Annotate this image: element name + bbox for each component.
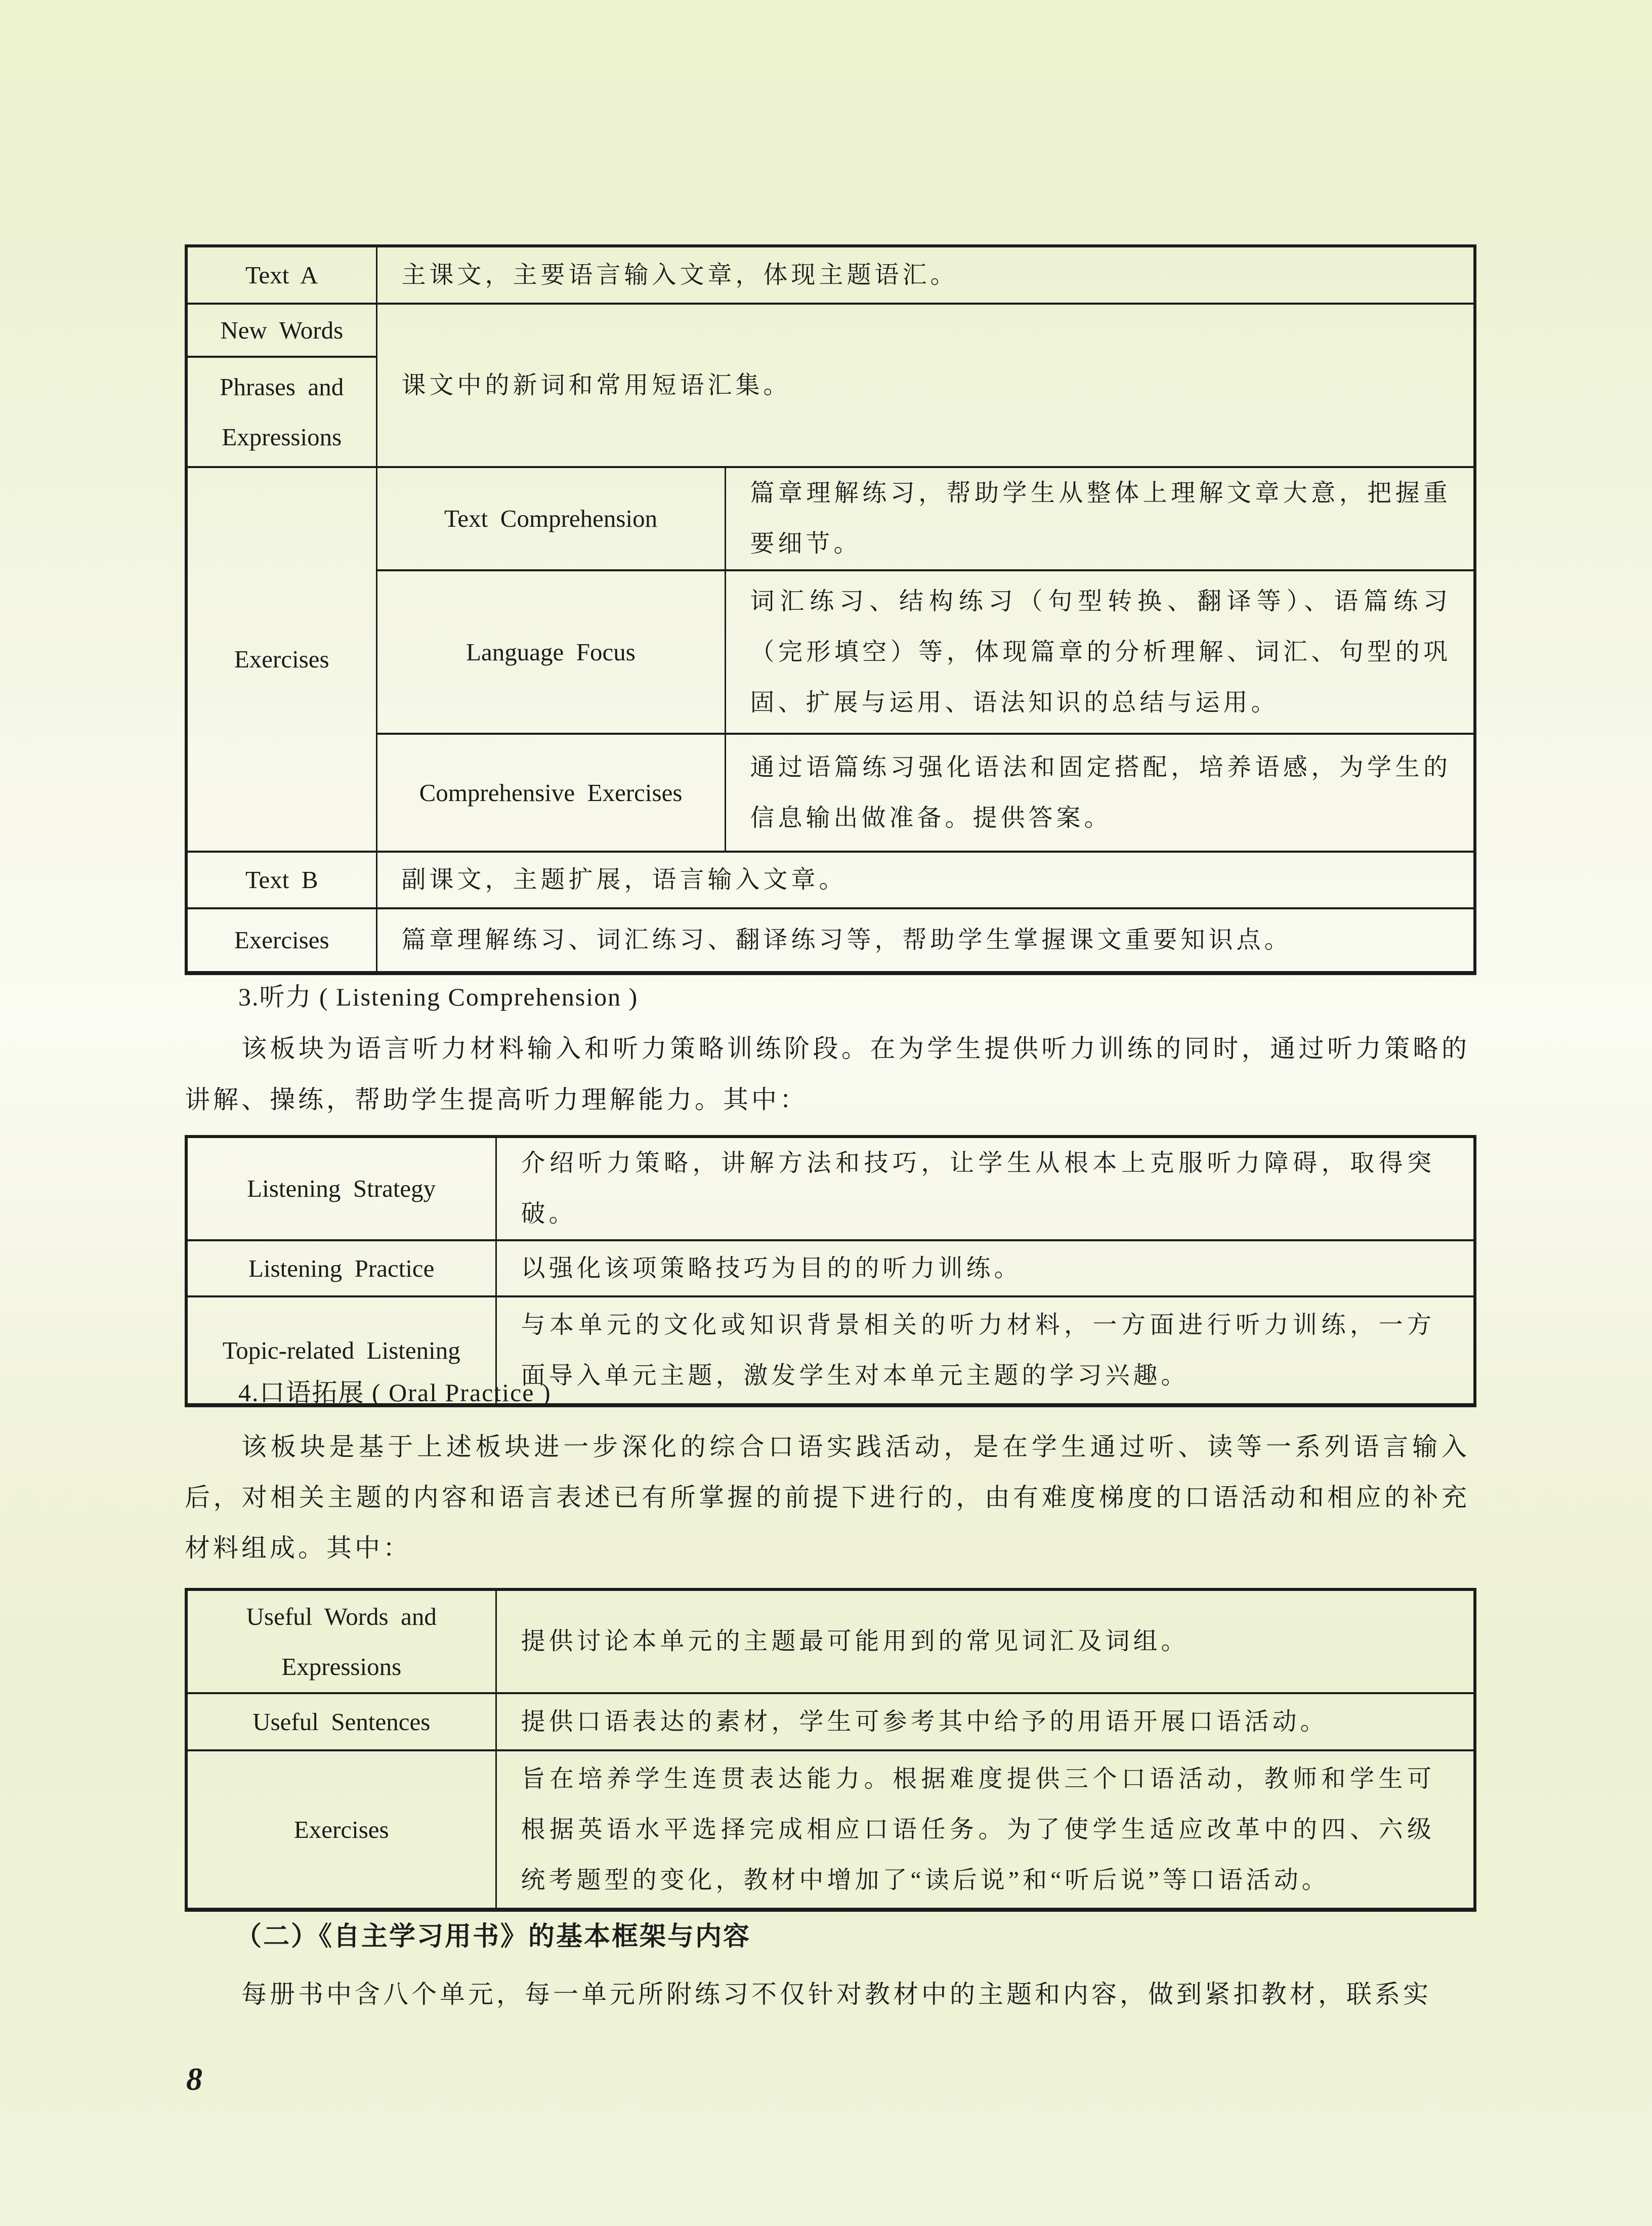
part-two-heading: （二）《自主学习用书》的基本框架与内容 <box>235 1922 751 1951</box>
text-comprehension-label: Text Comprehension <box>376 467 725 570</box>
new-words-label: New Words <box>186 304 376 357</box>
table-row <box>186 1693 1475 1750</box>
listening-strategy-desc: 介绍听力策略，讲解方法和技巧，让学生从根本上克服听力障碍，取得突破。 <box>496 1137 1475 1240</box>
listening-practice-label: Listening Practice <box>186 1240 496 1296</box>
oral-section-paragraph: 该板块是基于上述板块进一步深化的综合口语实践活动，是在学生通过听、读等一系列语言输入后，对相关主题的内容和语言表述已有所掌握的前提下进行的，由有难度梯度的口语活动和相应的补充材料组成。其中： <box>185 1433 1470 1562</box>
expressions-label-line: Expressions <box>222 423 342 451</box>
table-row <box>186 246 1475 304</box>
phrases-expressions-label <box>186 357 376 467</box>
table-row <box>186 1240 1475 1296</box>
text-a-label: Text A <box>186 246 376 304</box>
comprehensive-exercises-desc: 通过语篇练习强化语法和固定搭配，培养语感，为学生的信息输出做准备。提供答案。 <box>725 734 1475 852</box>
useful-words-desc: 提供讨论本单元的主题最可能用到的常见词汇及词组。 <box>496 1589 1475 1693</box>
exercises-label: Exercises <box>186 467 376 852</box>
table-row <box>186 734 1475 852</box>
listening-section-paragraph: 该板块为语言听力材料输入和听力策略训练阶段。在为学生提供听力训练的同时，通过听力策略的讲解、操练，帮助学生提高听力理解能力。其中： <box>185 1034 1470 1114</box>
language-focus-desc: 词汇练习、结构练习（句型转换、翻译等）、语篇练习（完形填空）等，体现篇章的分析理解、词汇、句型的巩固、扩展与运用、语法知识的总结与运用。 <box>725 570 1475 734</box>
useful-words-label-line1: Useful Words and <box>246 1603 437 1630</box>
useful-words-label-line2: Expressions <box>281 1653 402 1681</box>
listening-practice-desc: 以强化该项策略技巧为目的的听力训练。 <box>496 1240 1475 1296</box>
part-two-paragraph: 每册书中含八个单元，每一单元所附练习不仅针对教材中的主题和内容，做到紧扣教材，联系实 <box>241 1980 1431 2008</box>
exercises-b-label: Exercises <box>186 908 376 973</box>
text-comprehension-desc: 篇章理解练习，帮助学生从整体上理解文章大意，把握重要细节。 <box>725 467 1475 570</box>
table-row <box>186 1137 1475 1240</box>
text-b-desc: 副课文，主题扩展，语言输入文章。 <box>376 852 1475 908</box>
table-row <box>186 304 1475 357</box>
language-focus-label: Language Focus <box>376 570 725 734</box>
exercises-b-desc: 篇章理解练习、词汇练习、翻译练习等，帮助学生掌握课文重要知识点。 <box>376 908 1475 973</box>
comprehensive-exercises-label: Comprehensive Exercises <box>376 734 725 852</box>
text-a-desc: 主课文，主要语言输入文章，体现主题语汇。 <box>376 246 1475 304</box>
table-row <box>186 852 1475 908</box>
oral-practice-table <box>185 1588 1476 1912</box>
listening-section-heading: 3.听力 ( Listening Comprehension ) <box>238 983 639 1011</box>
oral-exercises-desc: 旨在培养学生连贯表达能力。根据难度提供三个口语活动，教师和学生可根据英语水平选择完成相应口语任务。为了使学生适应改革中的四、六级统考题型的变化，教材中增加了“读后说”和“听后说”等口语活动。 <box>496 1750 1475 1910</box>
table-row <box>186 570 1475 734</box>
unit-structure-table <box>185 244 1476 975</box>
topic-related-listening-desc: 与本单元的文化或知识背景相关的听力材料，一方面进行听力训练，一方面导入单元主题，激发学生对本单元主题的学习兴趣。 <box>496 1296 1475 1405</box>
table-row <box>186 467 1475 570</box>
phrases-label-line: Phrases and <box>220 373 344 401</box>
table-row <box>186 1750 1475 1910</box>
page-number: 8 <box>186 2061 202 2097</box>
useful-sentences-desc: 提供口语表达的素材，学生可参考其中给予的用语开展口语活动。 <box>496 1693 1475 1750</box>
table-row <box>186 908 1475 973</box>
useful-sentences-label: Useful Sentences <box>186 1693 496 1750</box>
oral-section-heading: 4.口语拓展 ( Oral Practice ) <box>238 1378 552 1407</box>
oral-exercises-label: Exercises <box>186 1750 496 1910</box>
useful-words-label <box>186 1589 496 1693</box>
listening-table <box>185 1135 1476 1407</box>
topic-related-listening-label: Topic-related Listening <box>186 1296 496 1405</box>
new-words-desc: 课文中的新词和常用短语汇集。 <box>376 304 1475 467</box>
listening-strategy-label: Listening Strategy <box>186 1137 496 1240</box>
table-row <box>186 1589 1475 1693</box>
text-b-label: Text B <box>186 852 376 908</box>
